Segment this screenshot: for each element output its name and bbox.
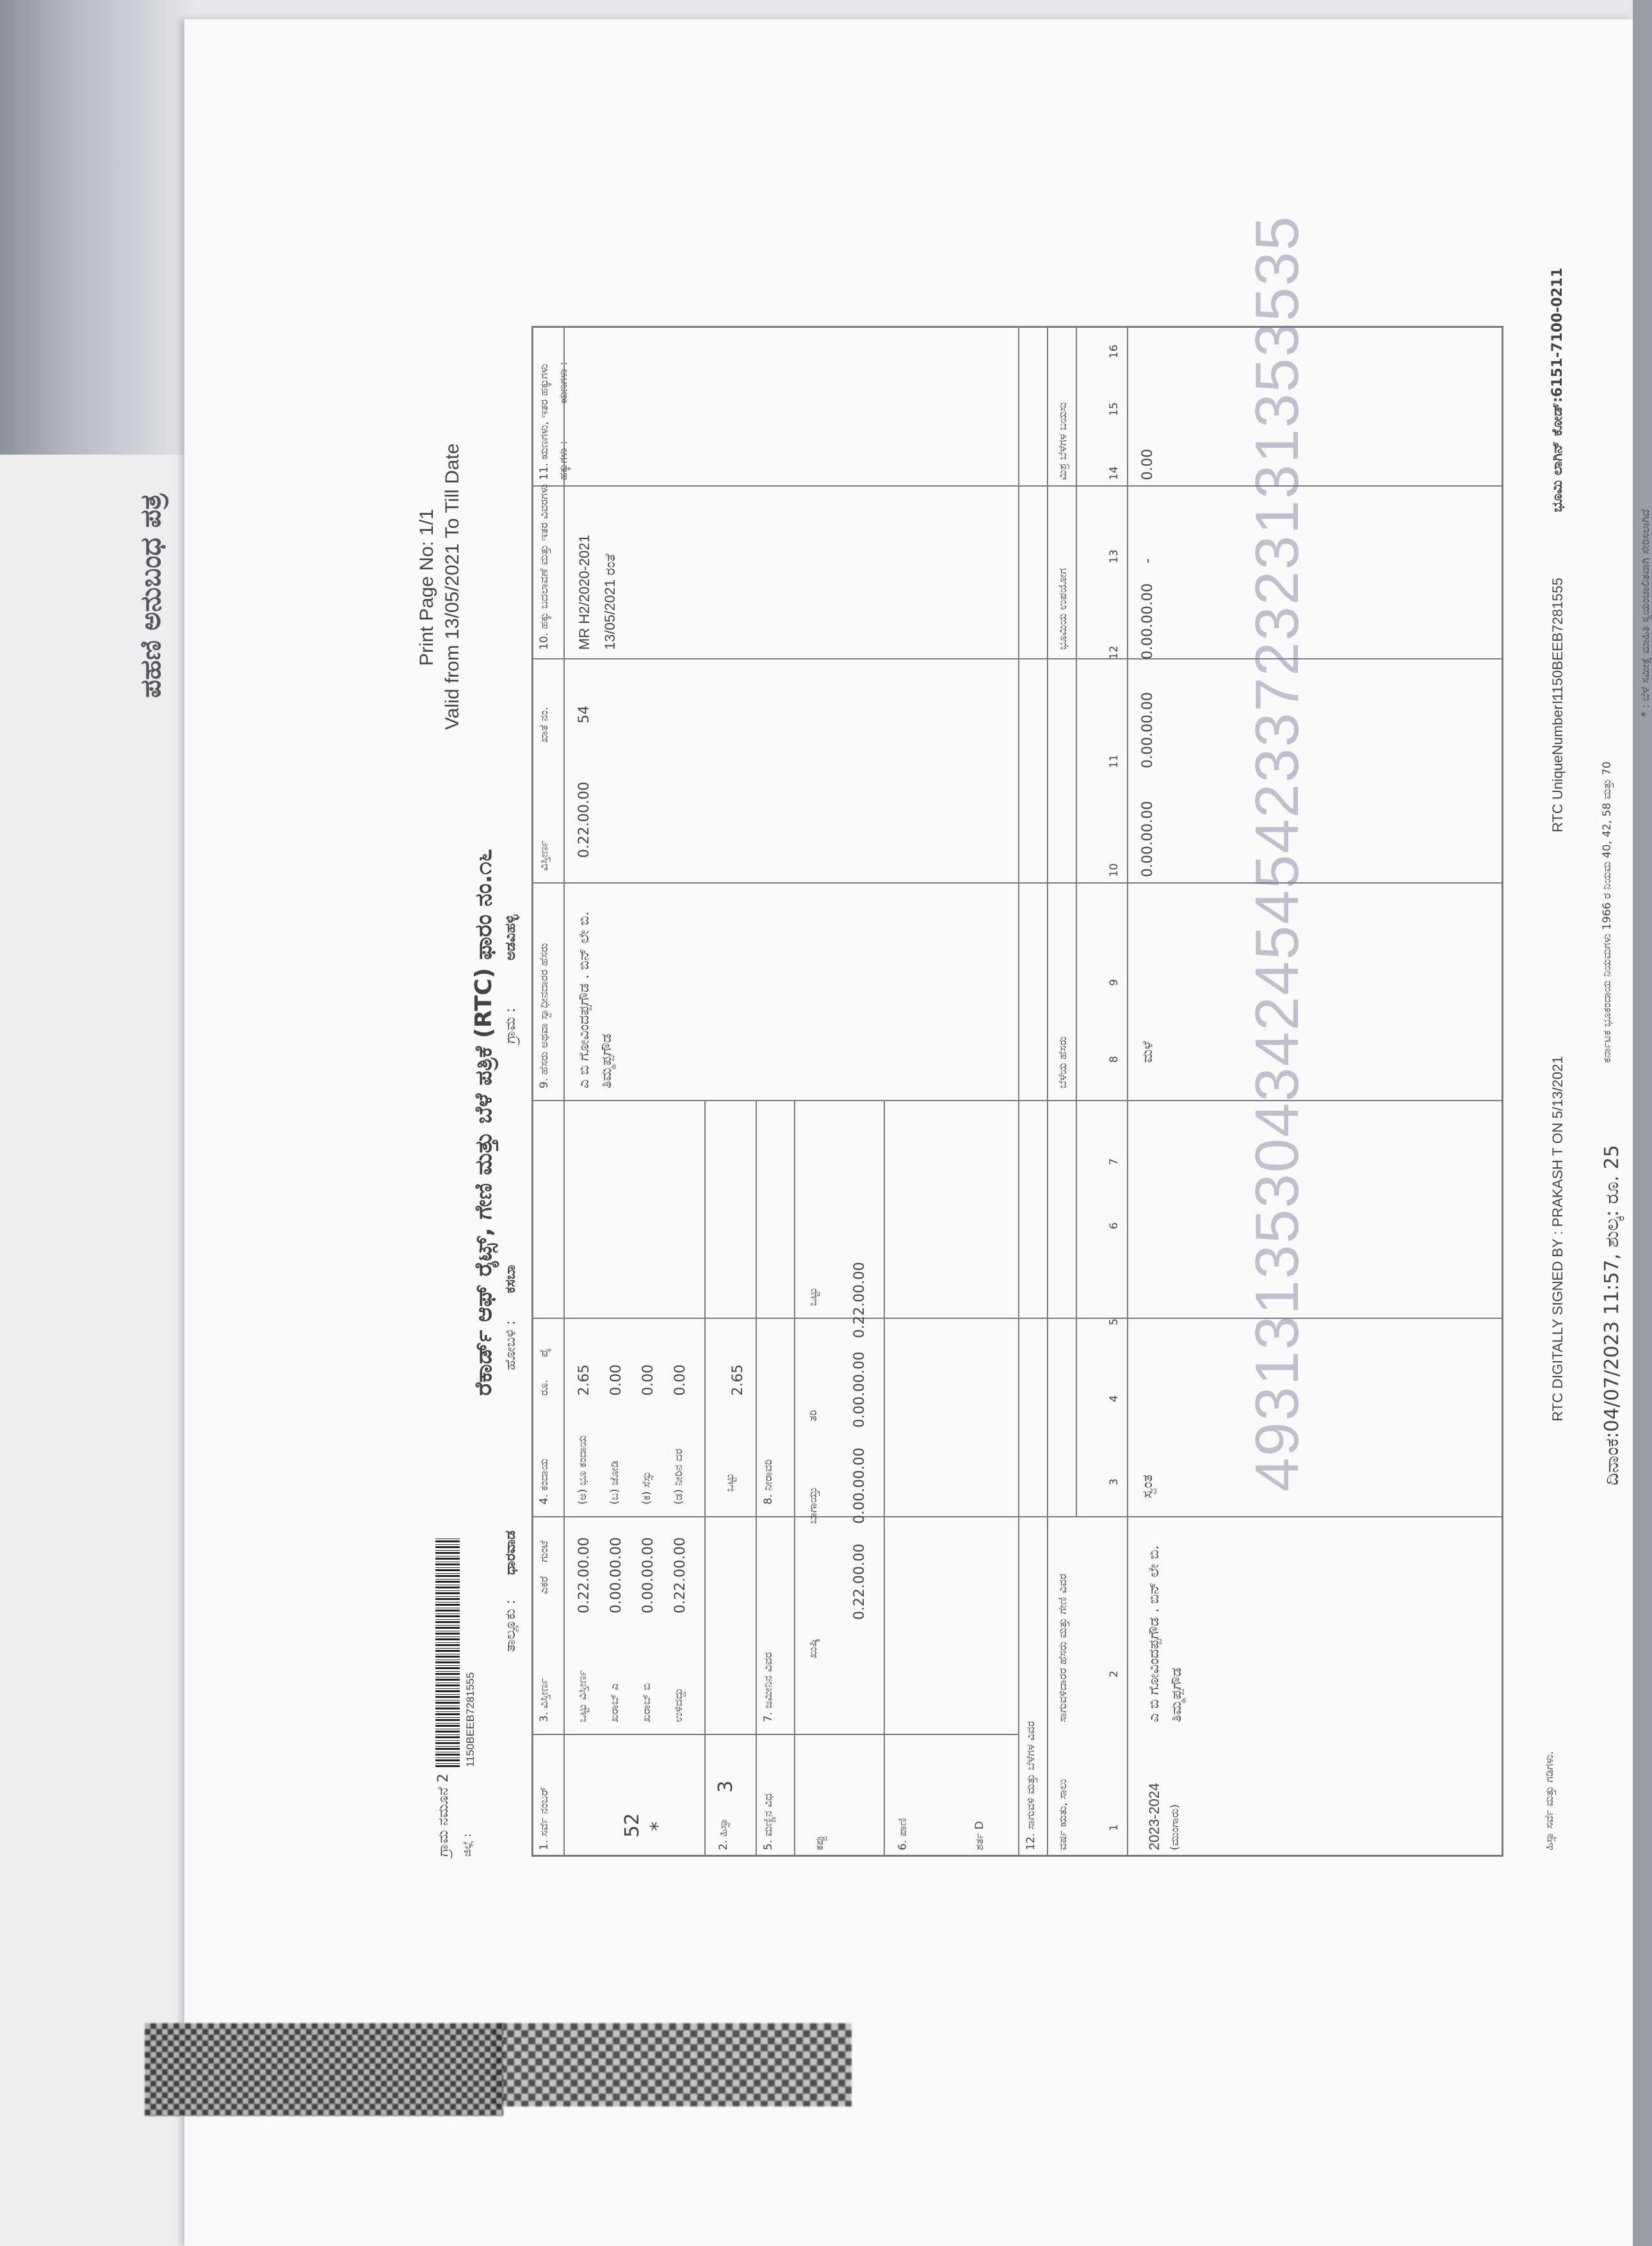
col-number: 14 bbox=[1108, 466, 1121, 480]
col-divider-3 bbox=[531, 1318, 1503, 1319]
digital-signature: RTC DIGITALLY SIGNED BY : PRAKASH T ON 5/13/2021 bbox=[1550, 1056, 1566, 1421]
taluk-value: ಧಾರವಾಡ bbox=[503, 1530, 519, 1575]
cultivation-col-cultivator: ಸಾಗುವಳಿದಾರರ ಹೆಸರು ಮತ್ತು ಗೇಣಿ ವಿವರ bbox=[1057, 1574, 1069, 1722]
cultivation-year: 2023-2024 bbox=[1146, 1782, 1162, 1850]
village-label: ಗ್ರಾಮ : bbox=[503, 1008, 519, 1044]
watermark: 493131353043424545423372323131353535 bbox=[1243, 214, 1311, 1492]
tax-row-label: (ಡ) ನೀರಿನ ದರ bbox=[672, 1448, 685, 1505]
cultivation-season: (ಮುಂಗಾರು) bbox=[1169, 1804, 1181, 1850]
col-number: 13 bbox=[1108, 549, 1121, 563]
col-number: 5 bbox=[1108, 1318, 1121, 1325]
land-row-line bbox=[884, 1101, 885, 1857]
header-row-line bbox=[563, 327, 565, 1857]
hissa-row-line bbox=[756, 1101, 757, 1857]
area-row-line bbox=[704, 1101, 706, 1857]
area-row-value: 0.22.00.00 bbox=[672, 1537, 688, 1613]
taluk-label: ತಾಲ್ಲೂಕು : bbox=[503, 1599, 519, 1652]
soil-row-line bbox=[794, 1101, 795, 1857]
cultivator-name-line2: ತಿಮ್ಮಪ್ಪಗೌಡ bbox=[1169, 1667, 1185, 1722]
district-label: ಜಿಲ್ಲೆ : bbox=[461, 1833, 474, 1857]
col-number: 9 bbox=[1108, 979, 1121, 986]
cultivation-body-line bbox=[1127, 327, 1128, 1857]
qr-code-right bbox=[493, 2023, 852, 2106]
col-divider-4 bbox=[531, 1100, 1503, 1101]
land-header-wet: ತರಿ bbox=[807, 1410, 820, 1421]
mutation-header: 10. ಹಕ್ಕು ಬದಲಾವಣೆ ಮತ್ತು ಇತರ ವಿವರಗಳು bbox=[538, 483, 551, 650]
soil-value: ಕಪ್ಪು bbox=[813, 1836, 826, 1850]
tax-row-value: 2.65 bbox=[576, 1364, 592, 1396]
area-row-value: 0.00.00.00 bbox=[608, 1537, 624, 1613]
irrigation-source: ಮಳೆ bbox=[1140, 1041, 1156, 1063]
survey-number-label: 1. ಸರ್ವೆ ನಂಬರ್ bbox=[538, 1786, 551, 1850]
tax-row-value: 0.00 bbox=[608, 1364, 624, 1396]
col-divider-6 bbox=[531, 658, 1503, 659]
footer-left-note: ಹಿಸ್ಸಾ ಸರ್ವೆ ಮತ್ತು ಗಡಿಗಳು. bbox=[1543, 1750, 1556, 1850]
col-number: 15 bbox=[1108, 402, 1121, 416]
section-divider bbox=[1018, 327, 1019, 1857]
col-number: 16 bbox=[1108, 344, 1121, 359]
soil-label: 5. ಮಣ್ಣಿನ ವಿಧ bbox=[762, 1793, 775, 1850]
liabilities-header: 11. ಋಣಗಳು, ಇತರ ಹಕ್ಕುಗಳು bbox=[538, 364, 551, 480]
tax-row-label: (ಕ) ಸೆಸ್ಸು bbox=[640, 1471, 653, 1505]
hobli-value: ಕಸಬಾ bbox=[503, 1264, 519, 1293]
owner-header: 9. ಹೆಸರು ಅಥವಾ ಸ್ವಾಧೀನದಾರರ ಹೆಸರು bbox=[538, 942, 551, 1088]
tax-header-paise: ಪೈ bbox=[538, 1348, 551, 1357]
hissa-number: 3 bbox=[715, 1780, 737, 1793]
irrigation-label: 8. ನೀರಾವರಿ bbox=[762, 1459, 775, 1505]
print-page-number: Print Page No: 1/1 bbox=[416, 508, 437, 666]
hobli-label: ಹೋಬಳಿ : bbox=[503, 1320, 519, 1370]
area-row-label: ಖರಾಬ್ ಎ bbox=[608, 1683, 621, 1722]
bhoomi-login-code: ಭೂಮಿ ಲಾಗಿನ್ ಕೋಡ್:6151-7100-0211 bbox=[1550, 268, 1566, 512]
land-header-total: ಒಟ್ಟು bbox=[807, 1287, 820, 1306]
area-row-value: 0.22.00.00 bbox=[576, 1537, 592, 1613]
survey-asterisk: * bbox=[647, 1822, 669, 1831]
col-divider-7 bbox=[531, 485, 1503, 487]
cultivation-subheader-line bbox=[1076, 327, 1077, 1517]
land-value-total: 0.22.00.00 bbox=[852, 1262, 868, 1338]
cultivation-col-land-use: ಭೂಮಿಯ ಉಪಯೋಗ bbox=[1057, 568, 1069, 650]
cultivation-col-crop: ಬೆಳೆಯ ಹೆಸರು bbox=[1057, 1036, 1069, 1088]
khata-header: ಖಾತೆ ನಂ. bbox=[538, 707, 551, 743]
tax-total: 2.65 bbox=[730, 1364, 746, 1396]
land-header-garden: ಬಾಗಾಯ್ತು bbox=[807, 1487, 820, 1524]
form-label: ಗ್ರಾಮ ನಮೂನೆ 2 bbox=[435, 1773, 451, 1857]
owner-area-header: ವಿಸ್ತೀರ್ಣ bbox=[538, 840, 551, 871]
crop-value-a: 0.00.00.00 bbox=[1140, 692, 1156, 768]
cultivation-header-line bbox=[1047, 327, 1048, 1857]
tax-row-value: 0.00 bbox=[672, 1364, 688, 1396]
barcode bbox=[435, 1537, 460, 1767]
survey-number: 52 bbox=[621, 1813, 644, 1838]
col-divider-1 bbox=[531, 1734, 1018, 1735]
crop-value-b: 0.00.00.00 bbox=[1140, 583, 1156, 659]
village-value: ಅಡವಿಹಳ್ಳಿ bbox=[503, 914, 519, 960]
tenure: ಸ್ವಂತ bbox=[1140, 1474, 1156, 1498]
col-number: 10 bbox=[1108, 863, 1121, 877]
col-number: 3 bbox=[1108, 1478, 1121, 1485]
cultivation-col-year: ವರ್ಷ ಋತು, ಸಾಲು bbox=[1057, 1779, 1069, 1850]
liabilities-rights: ಹಕ್ಕುಗಳು : bbox=[557, 440, 570, 480]
area-header-acre: ಎಕರೆ bbox=[538, 1576, 551, 1594]
area-row-label: ಉಳಿದದ್ದು bbox=[672, 1688, 685, 1722]
col-number: 1 bbox=[1108, 1824, 1121, 1831]
underlying-page-text: ಪಹಣಿ ಅನುಬಂಧ ಪತ್ರ bbox=[134, 493, 167, 698]
land-type-label: 7. ಜಮೀನಿನ ವಿವರ bbox=[762, 1652, 775, 1722]
col-number: 2 bbox=[1108, 1670, 1121, 1677]
item-six-label: 6. ಪಾಣಿ bbox=[896, 1818, 909, 1850]
tax-row-label: (ಅ) ಭೂ ಕಂದಾಯ bbox=[576, 1435, 589, 1505]
issue-date-fee: ದಿನಾಂಕ:04/07/2023 11:57, ಶುಲ್ಕ: ರೂ. 25 bbox=[1601, 1145, 1623, 1485]
area-row-label: ಖರಾಬ್ ಬಿ bbox=[640, 1683, 653, 1722]
mutation-number: MR H2/2020-2021 bbox=[576, 535, 592, 650]
table-border-right bbox=[531, 326, 1503, 328]
table-border-left bbox=[531, 1855, 1503, 1857]
land-value-dry: 0.22.00.00 bbox=[852, 1544, 868, 1620]
barcode-number: 1150BEEB7281555 bbox=[464, 1672, 476, 1767]
land-value-wet: 0.00.00.00 bbox=[852, 1352, 868, 1428]
cultivator-name: ಎ ಬಿ ಗೋವಿಂದಪ್ಪಗೌಡ . ಬಿನ್ ಲೇ ಬಿ. bbox=[1146, 1545, 1162, 1722]
owner-name: ಎ ಬಿ ಗೋವಿಂದಪ್ಪಗೌಡ . ಬಿನ್ ಲೇ ಬಿ. bbox=[576, 911, 592, 1088]
document-title: ರೆಕಾರ್ಡ್ ಆಫ್ ರೈಟ್ಸ್, ಗೇಣಿ ಮತ್ತು ಬೆಳೆ ಪತ್ರಿಕೆ (RTC) ಫಾರಂ ನಂ.೧೬ bbox=[471, 848, 497, 1396]
col-number: 6 bbox=[1108, 1222, 1121, 1229]
qr-code-left bbox=[145, 2023, 503, 2116]
rtc-unique-label: RTC UniqueNumber : bbox=[1550, 697, 1566, 832]
area-row-label: ಒಟ್ಟು ವಿಸ್ತೀರ್ಣ bbox=[576, 1670, 589, 1722]
owner-name-line2: ತಿಮ್ಮಪ್ಪಗೌಡ bbox=[599, 1033, 615, 1088]
land-value-garden: 0.00.00.00 bbox=[852, 1448, 868, 1524]
crop-area: 0.00.00.00 bbox=[1140, 801, 1156, 877]
col-number: 8 bbox=[1108, 1056, 1121, 1063]
col-number: 7 bbox=[1108, 1158, 1121, 1165]
table-border-bottom bbox=[1502, 327, 1503, 1857]
area-header-gunta: ಗುಂಟೆ bbox=[538, 1540, 551, 1562]
crop-zero: 0.00 bbox=[1140, 449, 1156, 480]
tax-row-label: (ಬ) ಜೋಡಿ bbox=[608, 1460, 621, 1505]
hissa-label: 2. ಹಿಸ್ಸಾ bbox=[717, 1818, 730, 1850]
col-number: 11 bbox=[1108, 754, 1121, 768]
mutation-date: 13/05/2021 ರಂತೆ bbox=[602, 553, 618, 650]
col-divider-2 bbox=[531, 1516, 1503, 1517]
footer-note: * : ಬೆಳೆ ಸಮೀಕ್ಷೆ ಮಾಹಿತಿ ಸ್ವಯಂಚಾಲಿತವಾಗಿ ಸೇರಿಸಲಾಗಿದೆ bbox=[1639, 509, 1652, 717]
cultivation-col-mixed: ಮಿಶ್ರ ಬೆಳೆಗಳ ಬಯಸು bbox=[1057, 402, 1069, 480]
crop-dash: - bbox=[1140, 558, 1156, 563]
tax-total-label: ಒಟ್ಟು bbox=[724, 1473, 736, 1492]
col-number: 12 bbox=[1108, 645, 1121, 659]
tax-row-value: 0.00 bbox=[640, 1364, 656, 1396]
legal-reference: ಕರ್ನಾಟಕ ಭೂಕಂದಾಯ ನಿಯಮಗಳು 1966 ರ ನಿಯಮ 40, 42, 58 ಮತ್ತು 70 bbox=[1601, 761, 1614, 1063]
tax-header-rupee: ರೂ. bbox=[538, 1379, 551, 1396]
rtc-form bbox=[346, 205, 1652, 1934]
land-header-dry: ಖುಷ್ಕಿ bbox=[807, 1638, 820, 1658]
ratio-label: ಶರ್ತ D bbox=[973, 1821, 986, 1850]
validity-period: Valid from 13/05/2021 To Till Date bbox=[442, 443, 463, 730]
rtc-unique-number: I1150BEEB7281555 bbox=[1550, 578, 1566, 704]
underlying-page bbox=[0, 455, 192, 2246]
area-label: 3. ವಿಸ್ತೀರ್ಣ bbox=[538, 1678, 551, 1722]
col-number: 4 bbox=[1108, 1395, 1121, 1402]
liabilities-debts: ಋಣಗಳು : bbox=[557, 361, 570, 403]
col-divider-5 bbox=[531, 882, 1503, 884]
cultivation-section-label: 12. ಸಾಗುವಳಿ ಮತ್ತು ಬೆಳೆಗಳ ವಿವರ bbox=[1024, 1721, 1037, 1850]
owner-extent: 0.22.00.00 bbox=[576, 782, 592, 858]
tax-label: 4. ಕಂದಾಯ bbox=[538, 1458, 551, 1505]
khata-number: 54 bbox=[576, 706, 592, 723]
area-row-value: 0.00.00.00 bbox=[640, 1537, 656, 1613]
table-border-top bbox=[531, 327, 533, 1857]
